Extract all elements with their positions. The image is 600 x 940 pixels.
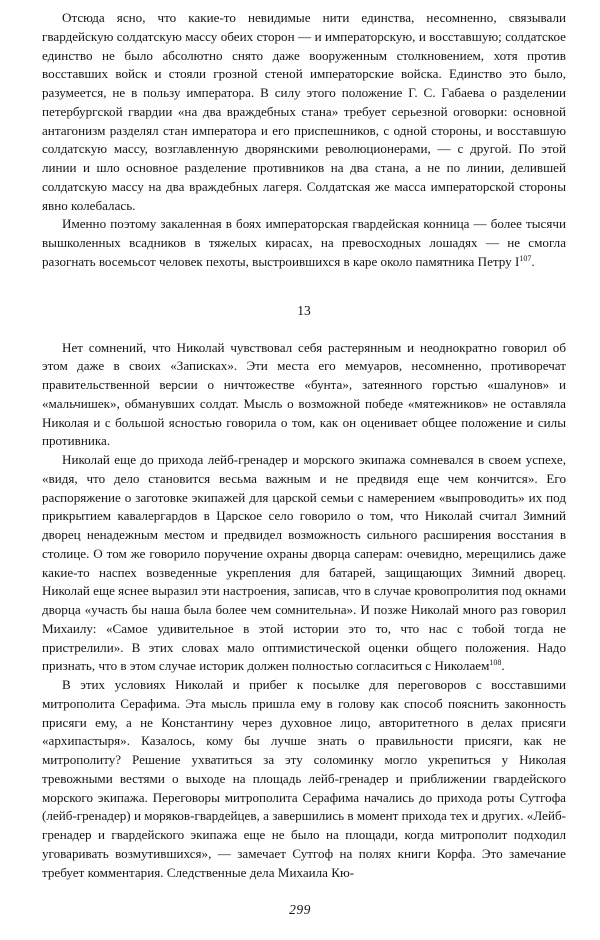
page-number: 299 xyxy=(289,902,311,917)
paragraph-text: Нет сомнений, что Николай чувствовал себя растерянным и неоднократно говорил об этом даже в своих «Записках». Эти места его мемуаров, несомненно, противоречат правительственной версии о ничтожестве «бунта», затеянного горстью «шалунов» и «мальчишек», обманувших солдат. Мысль о возможной победе «мятежников» не оставляла Николая и с большой ясностью говорила о том, как он оценивает общее положение и силы противника. xyxy=(42,339,566,449)
footnote-ref-107[interactable]: 107 xyxy=(519,253,532,263)
paragraph-doubt: Николай еще до прихода лейб-гренадер и морского экипажа сомневался в своем успехе, «видя, что дело становится весьма важным и не предвидя еще чем кончится». Его распоряжение о заготовке экипажей для царской семьи с намерением «выпроводить» их под прикрытием кавалергардов в Царское село говорило о том, что Николай считал Зимний дворец ненадежным местом и предвидел возможность сильного расширения восстания в столице. О том же говорило поручение охраны дворца саперам: очевидно, мерещились даже какие-то наспех возведенные укрепления для батарей, защищающих Зимний дворец. Николай еще яснее выразил эти настроения, записав, что в случае кровопролития под окнами дворца «участь бы наша была более чем сомнительна». И позже Николай много раз говорил Михаилу: «Самое удивительное в этой истории это то, что нас с тобой тогда не пристрелили». В этих словах мало оптимистической оценки общего положения. Надо признать, что в этом случае историк должен полностью согласиться с Николаем$^{108}$. xyxy=(42,452,566,674)
paragraph-solidarity xyxy=(42,9,566,215)
paragraph-confusion xyxy=(42,339,566,452)
paragraph-text: Николай еще до прихода лейб-гренадер и морского экипажа сомневался в своем успехе, «видя, что дело становится весьма важным и не предвидя еще чем кончится». Его распоряжение о заготовке экипажей для царской семьи с намерением «выпроводить» их под прикрытием кавалергардов в Царское село говорило о том, что Николай считал Зимний дворец ненадежным местом и предвидел возможность сильного расширения восстания в столице. О том же говорило поручение охраны дворца саперам: очевидно, мерещились даже какие-то наспех возведенные укрепления для батарей, защищающих Зимний дворец. Николай еще яснее выразил эти настроения, записав, что в случае кровопролития под окнами дворца «участь бы наша была более чем сомнительна». И позже Николай много раз говорил Михаилу: «Самое удивительное в этой истории это то, что нас с тобой тогда не пристрелили». В этих словах мало оптимистической оценки общего положения. Надо признать, что в этом случае историк должен полностью согласиться с Николаем xyxy=(42,452,566,674)
footnote-ref-108[interactable]: 108 xyxy=(489,658,502,668)
paragraph-text: В этих условиях Николай и прибег к посылке для переговоров с восставшими митрополита Серафима. Эта мысль пришла ему в голову как способ пояснить законность присяги ему, а не Константину через духовное лицо, авторитетного в делах присяги «архипастыря». Казалось, кому бы лучше знать о правильности присяги, как не митрополиту? Решение ухватиться за эту соломинку могло укрепиться у Николая тревожными вестями о выходе на площадь лейб-гренадер и приближении гвардейского морского экипажа. Переговоры митрополита Серафима начались до прихода роты Сутгофа (лейб-гренадер) и моряков-гвардейцев, а завершились в момент прихода тех и других. «Лейб-гренадер и гвардейского экипажа еще не было на площади, когда митрополит подходил уговаривать возмутившихся», — замечает Сутгоф на полях книги Корфа. Это замечание требует комментария. Следственные дела Михаила Кю- xyxy=(42,677,566,880)
paragraph-seraphim xyxy=(42,676,566,882)
paragraph-cavalry: Именно поэтому закаленная в боях императорская гвардейская конница — более тысячи вышколенных всадников в тяжелых кирасах, на превосходных лошадях — не смогла разогнать восемьсот человек пехоты, выстроившихся в каре около памятника Петру $I^{107}$. xyxy=(42,216,566,269)
paragraph-text: Отсюда ясно, что какие-то невидимые нити единства, несомненно, связывали гвардейскую солдатскую массу обеих сторон — и императорскую, и восставшую; солдатское единство не было абсолютно снято даже вооруженным столкновением, хотя против восставших войск и стояли грозной стеной императорские войска. Единство это было, разумеется, не в пользу императора. В силу этого положение Г. С. Габаева о разделении петербургской гвардии «на два враждебных стана» требует серьезной оговорки: основной антагонизм разделял стан императора и его приспешников, с одной стороны, и восставшую солдатскую массу, возглавленную дворянскими революционерами, — с другой. По этой линии и шло основное разделение противников на два стана, а не по линии, делившей солдатскую массу на два враждебных лагеря. Солдатская же масса императорской стороны явно колебалась. xyxy=(42,10,566,213)
section-number: 13 xyxy=(297,302,311,318)
page-body xyxy=(42,9,566,882)
paragraph-text: Именно поэтому закаленная в боях императорская гвардейская конница — более тысячи вышколенных всадников в тяжелых кирасах, на превосходных лошадях — не смогла разогнать восемьсот человек пехоты, выстроившихся в каре около памятника Петру I xyxy=(42,216,566,269)
